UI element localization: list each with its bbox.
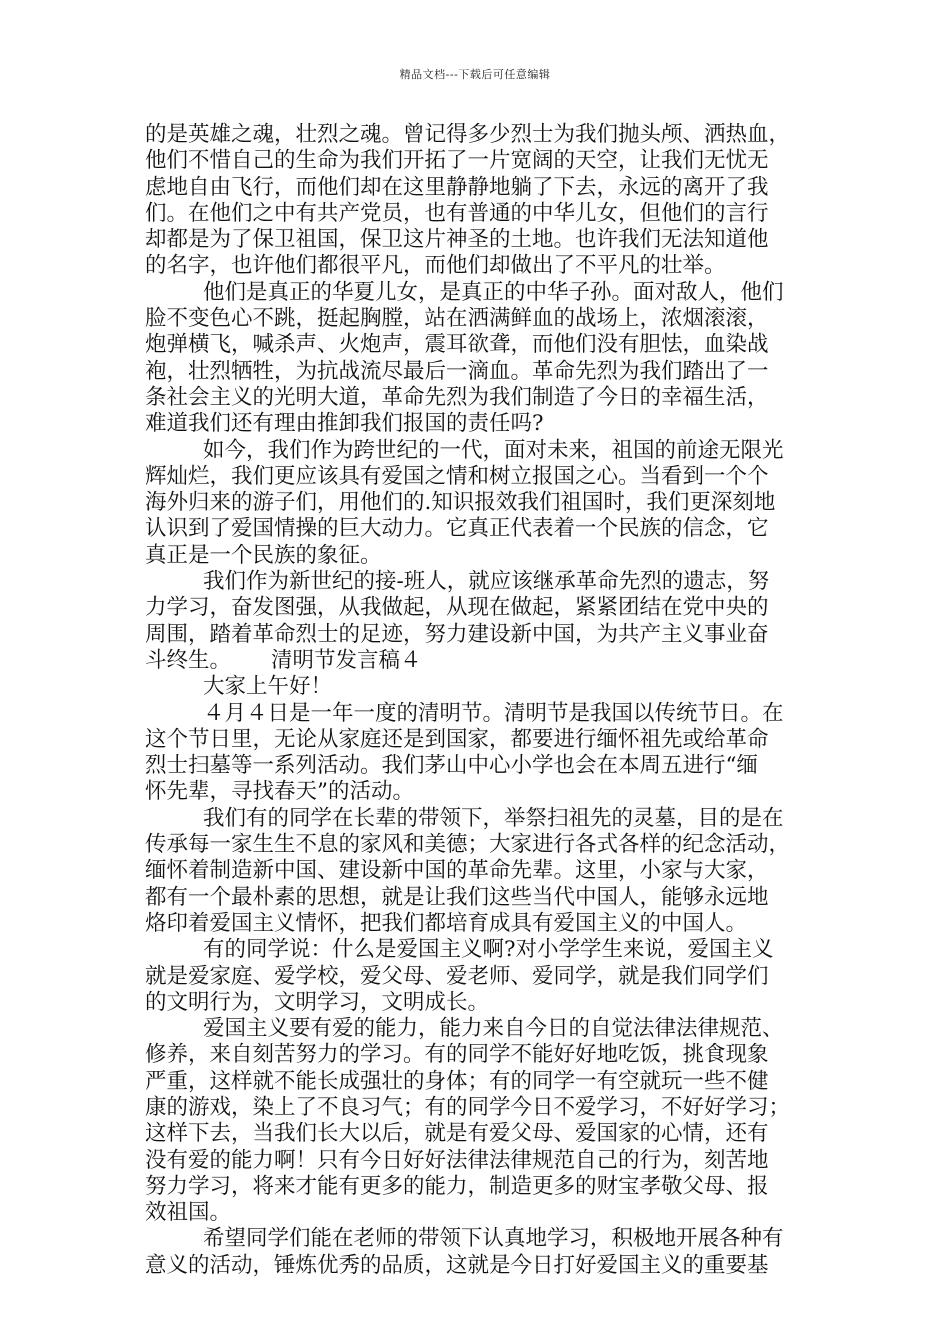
text-line-content: 我们作为新世纪的接-班人，就应该继承革命先烈的遗志，努 <box>203 569 770 595</box>
text-line-content: 我们有的同学在长辈的带领下，举祭扫祖先的灵墓，目的是在 <box>203 805 784 831</box>
text-line <box>145 253 811 279</box>
text-line <box>145 858 811 884</box>
text-line-content: 难道我们还有理由推卸我们报国的责任吗? <box>145 411 544 437</box>
text-line-content: 康的游戏，染上了不良习气；有的同学今日不爱学习，不好好学习； <box>145 1094 791 1120</box>
text-line <box>145 701 811 727</box>
text-line <box>145 937 811 963</box>
text-line <box>145 622 811 648</box>
text-line <box>145 438 811 464</box>
page-header: 精品文档---下载后可任意编辑 <box>399 68 551 81</box>
text-line-content: 的是英雄之魂，壮烈之魂。曾记得多少烈士为我们抛头颅、洒热血， <box>145 122 791 147</box>
text-line-content: 认识到了爱国情操的巨大动力。它真正代表着一个民族的信念，它 <box>145 516 769 542</box>
text-line-content: 这个节日里，无论从家庭还是到国家，都要进行缅怀祖先或给革命 <box>145 726 769 752</box>
text-line <box>145 832 811 858</box>
text-line <box>145 1016 811 1042</box>
text-line-content: 脸不变色心不跳，挺起胸膛，站在洒满鲜血的战场上，浓烟滚滚， <box>145 306 769 332</box>
text-line-content: 烈士扫墓等一系列活动。我们茅山中心小学也会在本周五进行“缅 <box>145 753 758 779</box>
text-line-content: 他们是真正的华夏儿女，是真正的中华子孙。面对敌人，他们 <box>203 279 784 305</box>
document-body <box>145 122 811 1279</box>
text-line <box>145 122 811 148</box>
text-line <box>145 464 811 490</box>
text-line <box>145 779 811 805</box>
text-line-content: ４月４日是一年一度的清明节。清明节是我国以传统节日。在 <box>203 700 784 726</box>
text-line-content: 严重，这样就不能长成强壮的身体；有的同学一有空就玩一些不健 <box>145 1068 769 1094</box>
text-line-content: 怀先辈，寻找春天”的活动。 <box>145 779 414 805</box>
text-line-content: 虑地自由飞行，而他们却在这里静静地躺了下去，永远的离开了我 <box>145 174 769 200</box>
text-line <box>145 175 811 201</box>
text-line-content: 条社会主义的光明大道，革命先烈为我们制造了今日的幸福生活， <box>145 384 769 410</box>
text-line <box>145 1253 811 1279</box>
text-line-content: 修养，来自刻苦努力的学习。有的同学不能好好地吃饭，挑食现象 <box>145 1042 769 1068</box>
text-line <box>145 359 811 385</box>
text-line-content: 就是爱家庭、爱学校，爱父母、爱老师、爱同学，就是我们同学们 <box>145 963 769 989</box>
text-line-content: 们。在他们之中有共产党员，也有普通的中华儿女，但他们的言行 <box>145 200 769 226</box>
text-line <box>145 227 811 253</box>
text-line <box>145 543 811 569</box>
text-line-content: 意义的活动，锤炼优秀的品质，这就是今日打好爱国主义的重要基 <box>145 1252 769 1278</box>
text-line-content: 效祖国。 <box>145 1200 232 1226</box>
text-line-content: 炮弹横飞，喊杀声、火炮声，震耳欲聋，而他们没有胆怯，血染战 <box>145 332 769 358</box>
text-line <box>145 911 811 937</box>
text-line <box>145 806 811 832</box>
text-line <box>145 1148 811 1174</box>
text-line <box>145 648 811 674</box>
text-line-content: 这样下去，当我们长大以后，就是有爱父母、爱国家的心情，还有 <box>145 1121 769 1147</box>
text-line <box>145 964 811 990</box>
text-line-content: 传承每一家生生不息的家风和美德；大家进行各式各样的纪念活动， <box>145 832 791 858</box>
text-line <box>145 385 811 411</box>
text-line-content: 缅怀着制造新中国、建设新中国的革命先辈。这里，小家与大家， <box>145 858 769 884</box>
text-line <box>145 727 811 753</box>
text-line <box>145 411 811 437</box>
text-line <box>145 1095 811 1121</box>
text-line-content: 没有爱的能力啊！只有今日好好法律法律规范自己的行为，刻苦地 <box>145 1147 769 1173</box>
text-line-content: 周围，踏着革命烈士的足迹，努力建设新中国，为共产主义事业奋 <box>145 621 769 647</box>
text-line <box>145 674 811 700</box>
text-line <box>145 1121 811 1147</box>
text-line-content: 有的同学说：什么是爱国主义啊?对小学学生来说，爱国主义 <box>203 937 774 963</box>
text-line-content: 他们不惜自己的生命为我们开拓了一片宽阔的天空，让我们无忧无 <box>145 148 769 174</box>
text-line-content: 努力学习，将来才能有更多的能力，制造更多的财宝孝敬父母、报 <box>145 1173 769 1199</box>
text-line <box>145 516 811 542</box>
text-line-content: 烙印着爱国主义情怀，把我们都培育成具有爱国主义的中国人。 <box>145 910 748 936</box>
text-line-content: 海外归来的游子们，用他们的.知识报效我们祖国时，我们更深刻地 <box>145 490 776 516</box>
text-line <box>145 280 811 306</box>
text-line <box>145 569 811 595</box>
text-line-content: 如今，我们作为跨世纪的一代，面对未来，祖国的前途无限光 <box>203 437 784 463</box>
text-line-content: 爱国主义要有爱的能力，能力来自今日的自觉法律法律规范、 <box>203 1016 784 1042</box>
text-line <box>145 1200 811 1226</box>
text-line <box>145 490 811 516</box>
text-line-content: 斗终生。 <box>145 647 232 673</box>
text-line-content: 都有一个最朴素的思想，就是让我们这些当代中国人，能够永远地 <box>145 884 769 910</box>
text-line-content: 希望同学们能在老师的带领下认真地学习，积极地开展各种有 <box>203 1226 784 1252</box>
text-line <box>145 148 811 174</box>
section-title: 清明节发言稿４ <box>271 647 422 673</box>
text-line-content: 的名字，也许他们都很平凡，而他们却做出了不平凡的壮举。 <box>145 253 726 279</box>
text-line-content: 力学习，奋发图强，从我做起，从现在做起，紧紧团结在党中央的 <box>145 595 769 621</box>
text-line <box>145 595 811 621</box>
text-line <box>145 201 811 227</box>
text-line <box>145 1069 811 1095</box>
text-line <box>145 1042 811 1068</box>
text-line <box>145 332 811 358</box>
text-line-content: 大家上午好！ <box>203 674 333 700</box>
text-line <box>145 885 811 911</box>
text-line-content: 却都是为了保卫祖国，保卫这片神圣的土地。也许我们无法知道他 <box>145 227 769 253</box>
text-line-content: 辉灿烂，我们更应该具有爱国之情和树立报国之心。当看到一个个 <box>145 463 769 489</box>
text-line <box>145 306 811 332</box>
text-line <box>145 990 811 1016</box>
text-line-content: 袍，壮烈牺牲，为抗战流尽最后一滴血。革命先烈为我们踏出了一 <box>145 358 769 384</box>
text-line <box>145 1226 811 1252</box>
text-line <box>145 753 811 779</box>
text-line-content: 的文明行为，文明学习，文明成长。 <box>145 989 490 1015</box>
text-line <box>145 1174 811 1200</box>
text-line-content: 真正是一个民族的象征。 <box>145 542 382 568</box>
